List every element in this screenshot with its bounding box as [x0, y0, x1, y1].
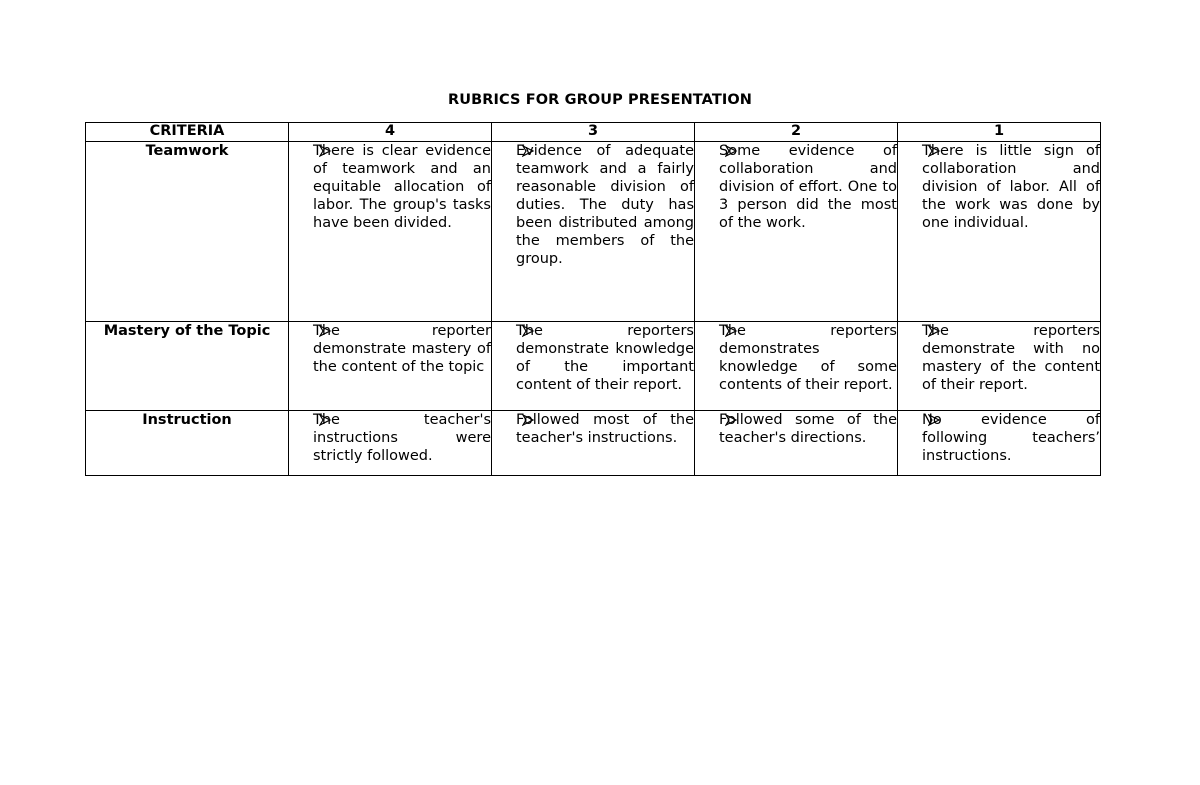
rubric-cell-text: There is clear evidence of teamwork and an equitable allocation of labor. The group's tasks have been divided.: [313, 143, 491, 231]
table-row: [86, 322, 1101, 411]
criteria-cell: Mastery of the Topic: [86, 322, 289, 411]
header-row: [86, 123, 1101, 142]
header-score-4: 4: [289, 123, 492, 142]
header-score-1: 1: [898, 123, 1101, 142]
rubric-cell: [898, 411, 1101, 476]
rubric-cell: [898, 322, 1101, 411]
arrow-bullet-icon: [522, 411, 546, 429]
rubric-cell: [492, 322, 695, 411]
rubric-cell-text: No evidence of following teachers’ instructions.: [922, 412, 1100, 464]
arrow-bullet-icon: [522, 322, 546, 340]
document-title: RUBRICS FOR GROUP PRESENTATION: [447, 92, 753, 108]
rubric-cell: [289, 142, 492, 322]
rubric-table: [85, 122, 1101, 476]
arrow-bullet-icon: [725, 322, 749, 340]
rubric-cell-text: The reporter demonstrate mastery of the content of the topic: [313, 323, 491, 375]
rubric-cell: [492, 411, 695, 476]
rubric-cell-text: There is little sign of collaboration and division of labor. All of the work was done by one individual.: [922, 143, 1100, 231]
rubric-cell: [289, 322, 492, 411]
rubric-cell: [898, 142, 1101, 322]
arrow-bullet-icon: [928, 322, 952, 340]
arrow-bullet-icon: [725, 142, 749, 160]
rubric-cell-text: Followed some of the teacher's directions.: [719, 412, 897, 446]
rubric-cell: [695, 411, 898, 476]
table-row: [86, 142, 1101, 322]
rubric-cell-text: Some evidence of collaboration and division of effort. One to 3 person did the most of the work.: [719, 143, 897, 231]
table-row: [86, 411, 1101, 476]
arrow-bullet-icon: [319, 142, 343, 160]
criteria-cell: Teamwork: [86, 142, 289, 322]
arrow-bullet-icon: [319, 322, 343, 340]
rubric-cell-text: The teacher's instructions were strictly followed.: [313, 412, 491, 464]
rubric-cell: [289, 411, 492, 476]
rubric-cell-text: Evidence of adequate teamwork and a fairly reasonable division of duties. The duty has been distributed among the members of the group.: [516, 143, 694, 267]
rubric-cell-text: Followed most of the teacher's instructions.: [516, 412, 694, 446]
arrow-bullet-icon: [522, 142, 546, 160]
rubric-cell: [695, 142, 898, 322]
header-criteria: CRITERIA: [86, 123, 289, 142]
arrow-bullet-icon: [928, 411, 952, 429]
arrow-bullet-icon: [319, 411, 343, 429]
header-score-3: 3: [492, 123, 695, 142]
header-score-2: 2: [695, 123, 898, 142]
rubric-cell: [492, 142, 695, 322]
rubric-cell-text: The reporters demonstrate with no mastery of the content of their report.: [922, 323, 1100, 393]
rubric-cell-text: The reporters demonstrate knowledge of the important content of their report.: [516, 323, 694, 393]
criteria-cell: Instruction: [86, 411, 289, 476]
arrow-bullet-icon: [928, 142, 952, 160]
rubric-cell-text: The reporters demonstrates knowledge of some contents of their report.: [719, 323, 897, 393]
rubric-cell: [695, 322, 898, 411]
arrow-bullet-icon: [725, 411, 749, 429]
